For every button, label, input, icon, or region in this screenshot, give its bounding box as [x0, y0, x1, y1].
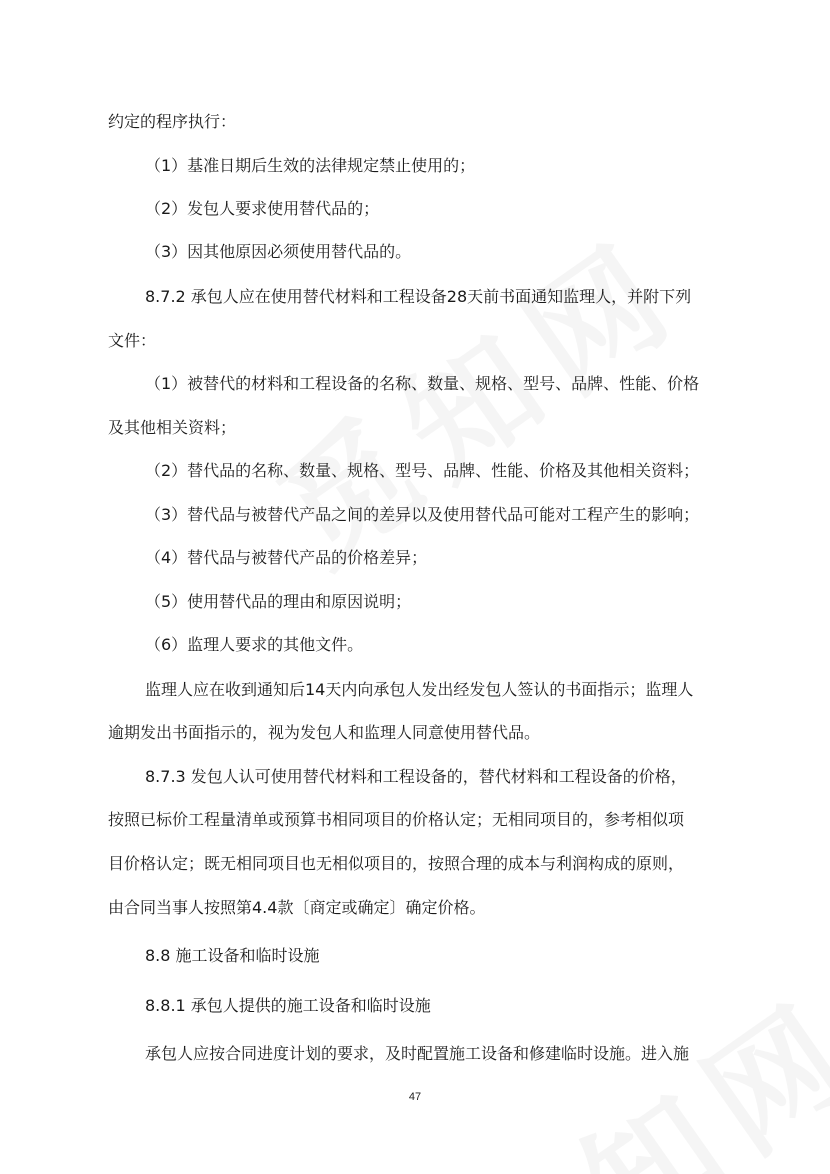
list-item: （1）基准日期后生效的法律规定禁止使用的；	[145, 156, 476, 175]
text-line: 逾期发出书面指示的，视为发包人和监理人同意使用替代品。	[108, 723, 541, 742]
text-line: 由合同当事人按照第4.4款〔商定或确定〕确定价格。	[108, 898, 486, 917]
list-item: （2）替代品的名称、数量、规格、型号、品牌、性能、价格及其他相关资料；	[145, 461, 700, 480]
text-line: 约定的程序执行：	[108, 112, 237, 131]
list-item: （1）被替代的材料和工程设备的名称、数量、规格、型号、品牌、性能、价格	[145, 374, 700, 393]
page-number: 47	[408, 1091, 422, 1103]
list-item: （3）替代品与被替代产品之间的差异以及使用替代品可能对工程产生的影响；	[145, 505, 700, 524]
text-line: 按照已标价工程量清单或预算书相同项目的价格认定；无相同项目的，参考相似项	[108, 810, 685, 829]
text-line: 及其他相关资料；	[108, 418, 237, 437]
text-line: 文件：	[108, 331, 157, 350]
clause-paragraph: 8.7.3 发包人认可使用替代材料和工程设备的，替代材料和工程设备的价格，	[145, 767, 687, 786]
text-line: 目价格认定；既无相同项目也无相似项目的，按照合理的成本与利润构成的原则，	[108, 854, 685, 873]
paragraph: 监理人应在收到通知后14天内向承包人发出经发包人签认的书面指示；监理人	[145, 680, 694, 699]
list-item: （5）使用替代品的理由和原因说明；	[145, 592, 412, 611]
list-item: （6）监理人要求的其他文件。	[145, 635, 364, 654]
list-item: （4）替代品与被替代产品的价格差异；	[145, 548, 428, 567]
subsection-heading: 8.8.1 承包人提供的施工设备和临时设施	[145, 996, 431, 1015]
list-item: （3）因其他原因必须使用替代品的。	[145, 242, 412, 261]
paragraph: 承包人应按合同进度计划的要求，及时配置施工设备和修建临时设施。进入施	[145, 1044, 690, 1063]
clause-paragraph: 8.7.2 承包人应在使用替代材料和工程设备28天前书面通知监理人，并附下列	[145, 287, 692, 306]
list-item: （2）发包人要求使用替代品的；	[145, 199, 380, 218]
section-heading: 8.8 施工设备和临时设施	[145, 946, 320, 965]
